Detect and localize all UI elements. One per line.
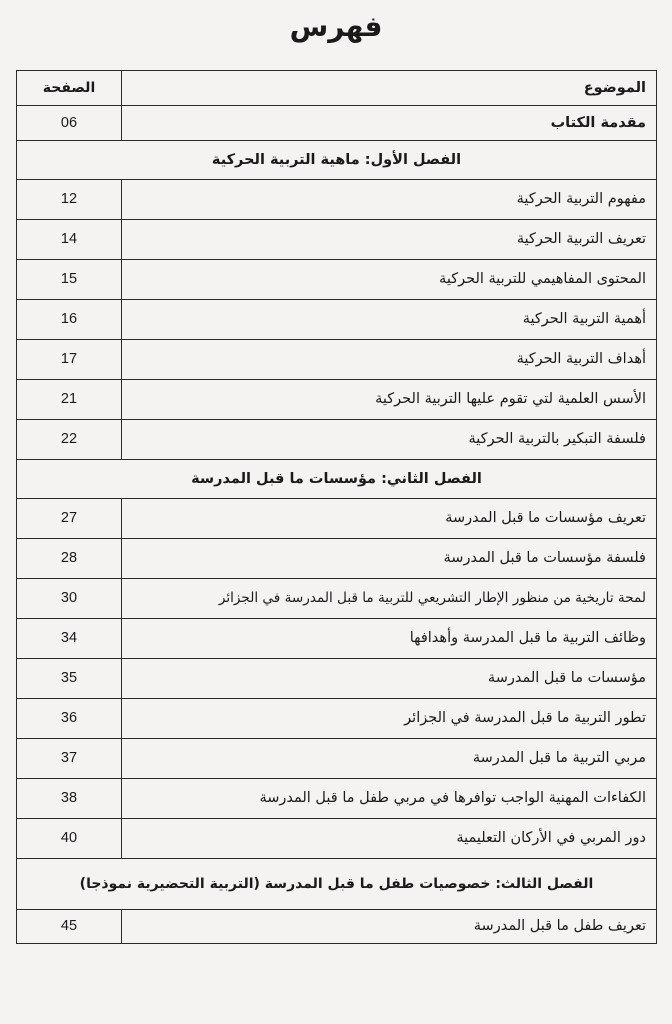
entry-label: دور المربي في الأركان التعليمية bbox=[122, 819, 657, 859]
entry-page: 17 bbox=[17, 340, 122, 380]
entry-page: 14 bbox=[17, 220, 122, 260]
table-row bbox=[17, 819, 657, 859]
entry-label: فلسفة التبكير بالتربية الحركية bbox=[122, 420, 657, 460]
entry-page: 22 bbox=[17, 420, 122, 460]
entry-page: 38 bbox=[17, 779, 122, 819]
table-row bbox=[17, 539, 657, 579]
entry-page: 34 bbox=[17, 619, 122, 659]
table-row bbox=[17, 260, 657, 300]
entry-label: تعريف التربية الحركية bbox=[122, 220, 657, 260]
table-row bbox=[17, 340, 657, 380]
table-row bbox=[17, 779, 657, 819]
entry-page: 40 bbox=[17, 819, 122, 859]
entry-page: 16 bbox=[17, 300, 122, 340]
entry-page: 37 bbox=[17, 739, 122, 779]
entry-page: 30 bbox=[17, 579, 122, 619]
entry-label: الأسس العلمية لتي تقوم عليها التربية الحركية bbox=[122, 380, 657, 420]
entry-label: لمحة تاريخية من منظور الإطار التشريعي للتربية ما قبل المدرسة في الجزائر bbox=[122, 579, 657, 619]
table-row bbox=[17, 300, 657, 340]
table-row bbox=[17, 180, 657, 220]
entry-page: 15 bbox=[17, 260, 122, 300]
entry-label: مقدمة الكتاب bbox=[122, 106, 657, 141]
table-row bbox=[17, 420, 657, 460]
topic-column-header: الموضوع bbox=[122, 71, 657, 106]
table-row bbox=[17, 499, 657, 539]
entry-label: مفهوم التربية الحركية bbox=[122, 180, 657, 220]
entry-page: 21 bbox=[17, 380, 122, 420]
entry-label: المحتوى المفاهيمي للتربية الحركية bbox=[122, 260, 657, 300]
table-row bbox=[17, 739, 657, 779]
table-row bbox=[17, 579, 657, 619]
entry-page: 27 bbox=[17, 499, 122, 539]
chapter-title: الفصل الثالث: خصوصيات طفل ما قبل المدرسة (التربية التحضيرية نموذجا) bbox=[17, 859, 657, 910]
entry-label: الكفاءات المهنية الواجب توافرها في مربي طفل ما قبل المدرسة bbox=[122, 779, 657, 819]
table-row bbox=[17, 106, 657, 141]
table-row bbox=[17, 910, 657, 944]
entry-label: تطور التربية ما قبل المدرسة في الجزائر bbox=[122, 699, 657, 739]
table-row bbox=[17, 699, 657, 739]
entry-label: فلسفة مؤسسات ما قبل المدرسة bbox=[122, 539, 657, 579]
table-of-contents bbox=[16, 70, 657, 944]
entry-label: تعريف طفل ما قبل المدرسة bbox=[122, 910, 657, 944]
entry-page: 28 bbox=[17, 539, 122, 579]
chapter-row bbox=[17, 141, 657, 180]
entry-page: 45 bbox=[17, 910, 122, 944]
table-row bbox=[17, 380, 657, 420]
entry-page: 36 bbox=[17, 699, 122, 739]
table-row bbox=[17, 220, 657, 260]
table-row bbox=[17, 659, 657, 699]
entry-page: 12 bbox=[17, 180, 122, 220]
header-row bbox=[17, 71, 657, 106]
chapter-title: الفصل الثاني: مؤسسات ما قبل المدرسة bbox=[17, 460, 657, 499]
entry-label: أهمية التربية الحركية bbox=[122, 300, 657, 340]
page-column-header: الصفحة bbox=[17, 71, 122, 106]
chapter-row bbox=[17, 460, 657, 499]
entry-label: مؤسسات ما قبل المدرسة bbox=[122, 659, 657, 699]
entry-page: 06 bbox=[17, 106, 122, 141]
page-title: فهرس bbox=[289, 10, 383, 43]
chapter-title: الفصل الأول: ماهية التربية الحركية bbox=[17, 141, 657, 180]
entry-label: أهداف التربية الحركية bbox=[122, 340, 657, 380]
entry-label: تعريف مؤسسات ما قبل المدرسة bbox=[122, 499, 657, 539]
entry-label: مربي التربية ما قبل المدرسة bbox=[122, 739, 657, 779]
chapter-row bbox=[17, 859, 657, 910]
table-row bbox=[17, 619, 657, 659]
entry-label: وظائف التربية ما قبل المدرسة وأهدافها bbox=[122, 619, 657, 659]
entry-page: 35 bbox=[17, 659, 122, 699]
